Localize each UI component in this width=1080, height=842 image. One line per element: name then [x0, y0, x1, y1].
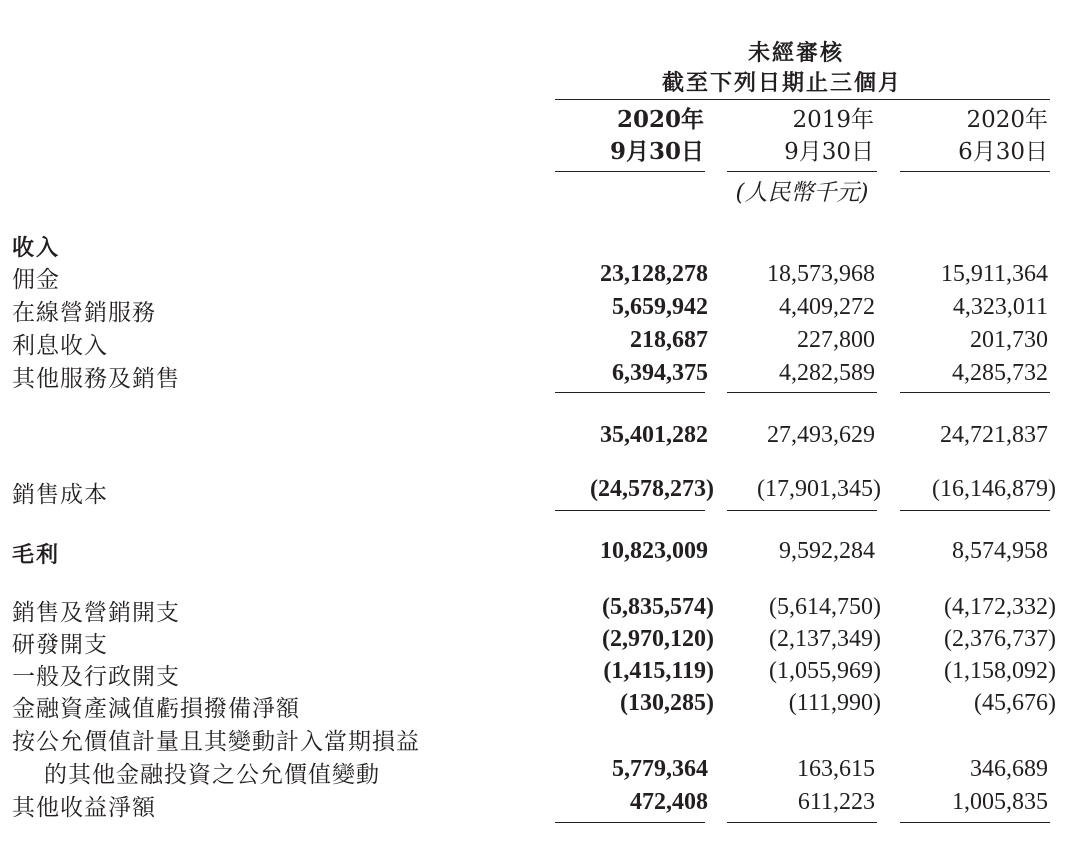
value-interest-income-col1: 218,687	[630, 327, 708, 353]
column-rule-3	[900, 171, 1050, 172]
bottom-rule-2	[727, 822, 877, 823]
row-label-interest-income: 利息收入	[12, 333, 108, 359]
header-title-unaudited: 未經審核	[748, 41, 845, 66]
unit-label: (人民幣千元)	[735, 180, 869, 206]
bottom-rule-1	[555, 822, 705, 823]
subtotal-rule-3	[900, 392, 1050, 393]
value-online-marketing-col3: 4,323,011	[952, 294, 1048, 320]
value-commission-col1: 23,128,278	[600, 261, 708, 287]
value-fvtpl-col2: 163,615	[797, 756, 875, 782]
value-other-gains-col2: 611,223	[797, 789, 875, 815]
value-selling-marketing-col1: (5,835,574)	[602, 594, 714, 620]
value-admin-col2: (1,055,969)	[769, 658, 881, 684]
bottom-rule-3	[900, 822, 1050, 823]
row-label-impairment: 金融資產減值虧損撥備淨額	[12, 696, 300, 722]
subtotal-rule-1	[555, 392, 705, 393]
column-header-1-date: 9月30日	[609, 138, 704, 165]
value-interest-income-col2: 227,800	[797, 327, 875, 353]
row-label-fvtpl-line2: 的其他金融投資之公允價值變動	[44, 762, 380, 788]
value-admin-col1: (1,415,119)	[603, 658, 714, 684]
value-cost-of-sales-col2: (17,901,345)	[757, 476, 881, 502]
row-label-other-services: 其他服務及銷售	[12, 366, 180, 392]
value-revenue-total-col1: 35,401,282	[600, 422, 708, 448]
value-revenue-total-col3: 24,721,837	[940, 422, 1048, 448]
value-commission-col2: 18,573,968	[767, 261, 875, 287]
value-rnd-col2: (2,137,349)	[769, 626, 881, 652]
column-header-1-year: 2020年	[616, 106, 704, 133]
value-selling-marketing-col2: (5,614,750)	[769, 594, 881, 620]
row-label-cost-of-sales: 銷售成本	[12, 482, 108, 508]
gross-rule-2	[727, 510, 877, 511]
value-fvtpl-col1: 5,779,364	[612, 756, 708, 782]
row-label-commission: 佣金	[12, 267, 60, 293]
column-rule-1	[555, 171, 705, 172]
row-label-online-marketing: 在線營銷服務	[12, 300, 156, 326]
row-label-other-gains: 其他收益淨額	[12, 795, 156, 821]
value-impairment-col2: (111,990)	[788, 690, 881, 716]
value-gross-profit-col1: 10,823,009	[600, 538, 708, 564]
value-other-gains-col3: 1,005,835	[952, 789, 1048, 815]
row-label-fvtpl-line1: 按公允價值計量且其變動計入當期損益	[12, 729, 420, 755]
column-header-3-date: 6月30日	[958, 139, 1048, 165]
column-rule-2	[727, 171, 877, 172]
revenue-heading: 收入	[12, 236, 61, 261]
column-header-2-year: 2019年	[792, 107, 874, 133]
value-interest-income-col3: 201,730	[970, 327, 1048, 353]
value-commission-col3: 15,911,364	[940, 261, 1048, 287]
subtotal-rule-2	[727, 392, 877, 393]
value-other-gains-col1: 472,408	[630, 789, 708, 815]
value-cost-of-sales-col1: (24,578,273)	[590, 476, 714, 502]
value-fvtpl-col3: 346,689	[970, 756, 1048, 782]
value-rnd-col3: (2,376,737)	[944, 626, 1056, 652]
column-header-3-year: 2020年	[966, 107, 1048, 133]
value-selling-marketing-col3: (4,172,332)	[944, 594, 1056, 620]
row-label-selling-marketing: 銷售及營銷開支	[12, 600, 180, 626]
value-online-marketing-col2: 4,409,272	[779, 294, 875, 320]
value-other-services-col3: 4,285,732	[952, 360, 1048, 386]
header-rule	[555, 99, 1050, 100]
row-label-gross-profit: 毛利	[12, 543, 61, 568]
value-rnd-col1: (2,970,120)	[602, 626, 714, 652]
value-admin-col3: (1,158,092)	[944, 658, 1056, 684]
row-label-rnd: 研發開支	[12, 632, 108, 658]
value-impairment-col3: (45,676)	[974, 690, 1056, 716]
gross-rule-3	[900, 510, 1050, 511]
value-gross-profit-col2: 9,592,284	[779, 538, 875, 564]
value-impairment-col1: (130,285)	[620, 690, 714, 716]
header-title-period: 截至下列日期止三個月	[662, 71, 903, 96]
value-gross-profit-col3: 8,574,958	[952, 538, 1048, 564]
value-other-services-col2: 4,282,589	[779, 360, 875, 386]
gross-rule-1	[555, 510, 705, 511]
value-online-marketing-col1: 5,659,942	[612, 294, 708, 320]
column-header-2-date: 9月30日	[784, 139, 874, 165]
value-revenue-total-col2: 27,493,629	[767, 422, 875, 448]
value-other-services-col1: 6,394,375	[612, 360, 708, 386]
value-cost-of-sales-col3: (16,146,879)	[932, 476, 1056, 502]
row-label-admin: 一般及行政開支	[12, 664, 180, 690]
